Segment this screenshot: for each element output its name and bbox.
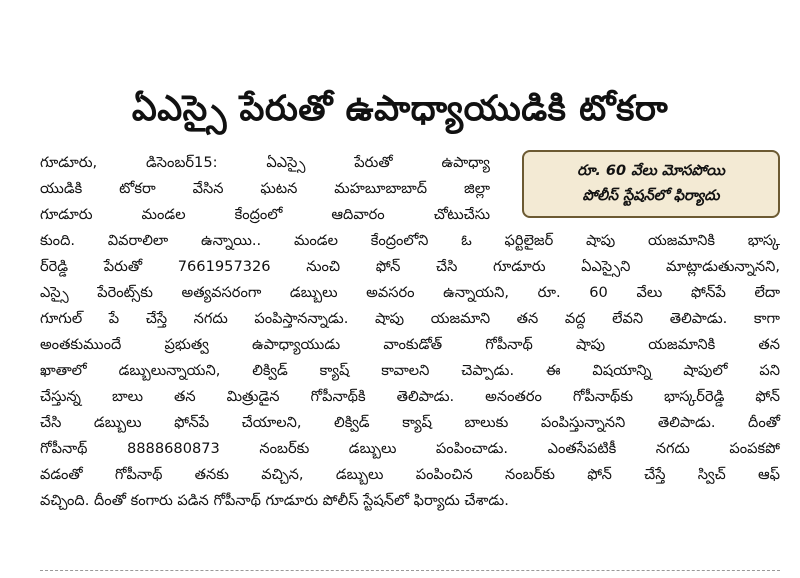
article-line: చేస్తున్న బాలు తన మిత్రుడైన గోపీనాథ్‌కి తెలిపాడు. అనంతరం గోపీనాథ్‌కు భాస్కర్‌రెడ్డి ఫోన్ [40, 388, 780, 405]
article-line: గోపీనాథ్ 8888680873 నంబర్‌కు డబ్బులు పంపించాడు. ఎంతసేపటికీ నగదు పంపకపో [40, 440, 780, 457]
headline: ఏఎస్సై పేరుతో ఉపాధ్యాయుడికి టోకరా [131, 89, 669, 129]
callout-box [522, 150, 780, 218]
article-line: చేసి డబ్బులు ఫోన్‌పే చేయాలని, లిక్విడ్ క్యాష్ బాలుకు పంపిస్తున్నానని తెలిపాడు. దీంతో [40, 414, 780, 431]
bottom-divider [40, 570, 780, 571]
article-line: ఎస్సై పేరెంట్స్‌కు అత్యవసరంగా డబ్బులు అవసరం ఉన్నాయని, రూ. 60 వేలు ఫోన్‌పే లేదా [40, 284, 780, 301]
article-line: వడంతో గోపీనాథ్ తనకు వచ్చిన, డబ్బులు పంపించిన నంబర్‌కు ఫోన్ చేస్తే స్విచ్ ఆఫ్ [40, 466, 780, 483]
article-line: గూగుల్ పే చేస్తే నగదు పంపిస్తానన్నాడు. షాపు యజమాని తన వద్ద లేవని తెలిపాడు. కాగా [40, 310, 780, 327]
article-line: కుంది. వివరాలిలా ఉన్నాయి.. మండల కేంద్రంలోని ఓ ఫర్టిలైజర్ షాపు యజమానికి భాస్క [40, 232, 780, 249]
article-line: యుడికి టోకరా వేసిన ఘటన మహబూబాబాద్ జిల్లా [40, 180, 490, 197]
article-line: గూడూరు, డిసెంబర్15: ఏఎస్సై పేరుతో ఉపాధ్యా [40, 154, 490, 171]
article-line: ఖాతాలో డబ్బులున్నాయని, లిక్విడ్ క్యాష్ కావాలని చెప్పాడు. ఈ విషయాన్ని షాపులో పని [40, 362, 780, 379]
callout-line-2: పోలీస్ స్టేషన్‌లో ఫిర్యాదు [582, 188, 720, 204]
article-line: అంతకుముందే ప్రభుత్వ ఉపాధ్యాయుడు వాంకుడోత్ గోపీనాథ్ షాపు యజమానికి తన [40, 336, 780, 353]
callout-line-1: రూ. 60 వేలు మోసపోయి [577, 163, 725, 179]
article-line: వచ్చింది. దీంతో కంగారు పడిన గోపీనాథ్ గూడూరు పోలీస్ స్టేషన్‌లో ఫిర్యాదు చేశాడు. [40, 492, 509, 509]
article-line: గూడూరు మండల కేంద్రంలో ఆదివారం చోటుచేసు [40, 206, 490, 223]
article-body [40, 150, 780, 550]
article-line: ర్‌రెడ్డి పేరుతో 7661957326 నుంచి ఫోన్ చేసి గూడూరు ఏఎస్సైని మాట్లాడుతున్నానని, [40, 258, 780, 275]
